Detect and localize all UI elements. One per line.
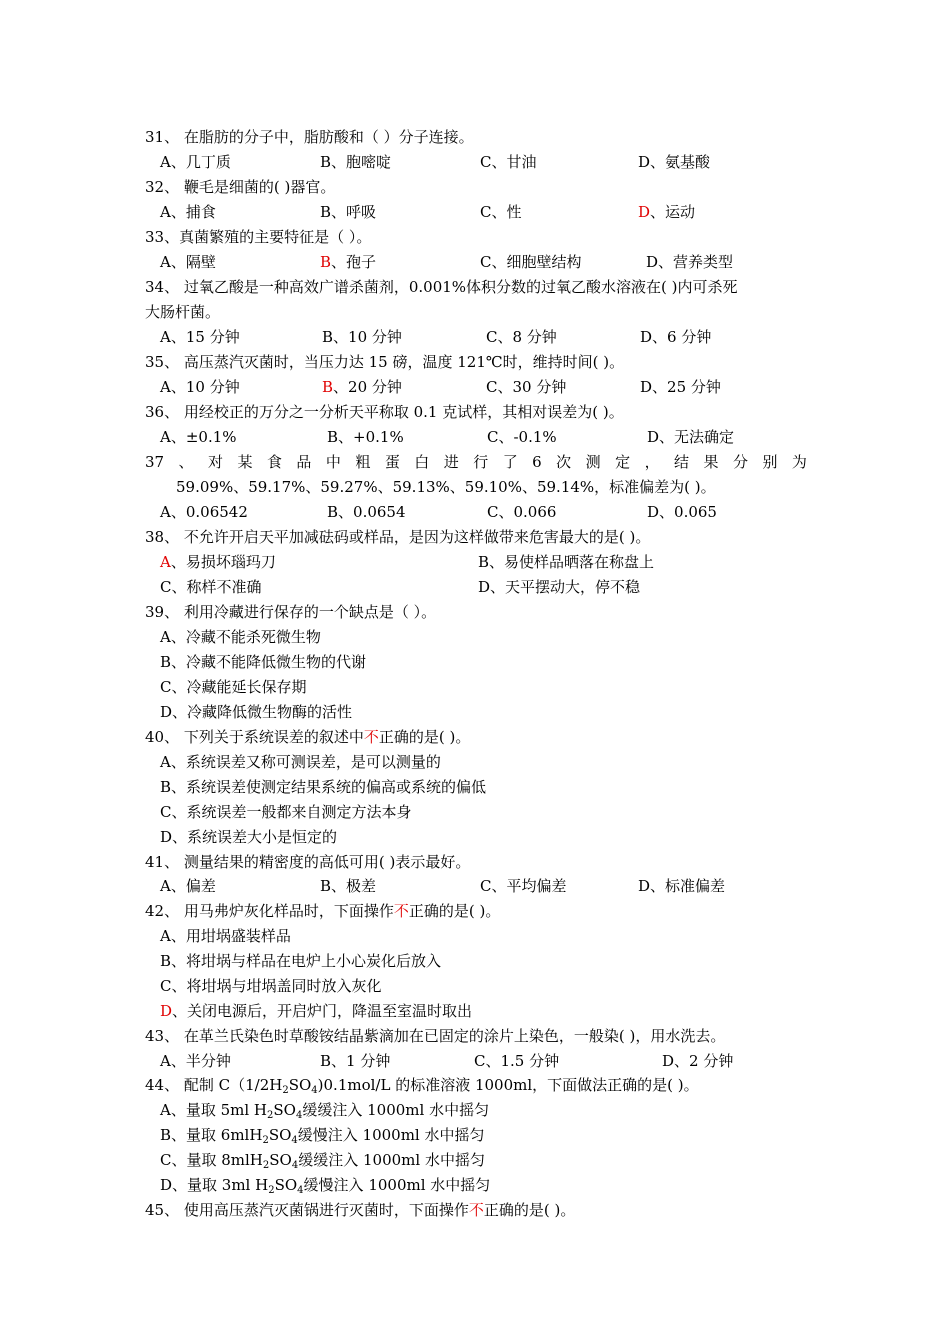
q39-option-b: B、冷藏不能降低微生物的代谢: [160, 653, 367, 671]
q31-option-d: D、氨基酸: [638, 153, 711, 171]
q40-option-d: D、系统误差大小是恒定的: [160, 828, 338, 846]
answer-mark: A: [160, 553, 171, 571]
q40-option-c: C、系统误差一般都来自测定方法本身: [160, 803, 412, 821]
q39-option-d: D、冷藏降低微生物酶的活性: [160, 703, 353, 721]
q38-option-a: A、易损坏瑙玛刀: [160, 553, 276, 571]
question-34-cont: 大肠杆菌。: [145, 303, 221, 321]
question-37-cont: 59.09%、59.17%、59.27%、59.13%、59.10%、59.14%，标准偏差为( )。: [176, 478, 716, 496]
q35-option-c: C、30 分钟: [486, 378, 567, 396]
q31-option-a: A、几丁质: [160, 153, 231, 171]
q38-option-c: C、称样不准确: [160, 578, 262, 596]
q35-option-a: A、10 分钟: [160, 378, 240, 396]
question-43: 43、 在革兰氏染色时草酸铵结晶紫滴加在已固定的涂片上染色，一般染( )，用水洗去。: [145, 1027, 726, 1045]
q35-option-b: B、20 分钟: [322, 378, 402, 396]
question-35: 35、 高压蒸汽灭菌时，当压力达 15 磅，温度 121℃时，维持时间( )。: [145, 353, 625, 371]
question-31: 31、 在脂肪的分子中，脂肪酸和（ ）分子连接。: [145, 128, 474, 146]
answer-mark: D: [638, 203, 651, 221]
negation-mark: 不: [393, 902, 409, 920]
q41-option-a: A、偏差: [160, 877, 216, 895]
q34-option-c: C、8 分钟: [486, 328, 557, 346]
question-45: 45、 使用高压蒸汽灭菌锅进行灭菌时，下面操作不正确的是( )。: [145, 1201, 576, 1219]
q42-option-d: D、关闭电源后，开启炉门，降温至室温时取出: [160, 1002, 473, 1020]
q40-option-b: B、系统误差使测定结果系统的偏高或系统的偏低: [160, 778, 487, 796]
q34-option-a: A、15 分钟: [160, 328, 240, 346]
q36-option-c: C、-0.1%: [487, 428, 557, 446]
question-40: 40、 下列关于系统误差的叙述中不正确的是( )。: [145, 728, 471, 746]
question-36: 36、 用经校正的万分之一分析天平称取 0.1 克试样，其相对误差为( )。: [145, 403, 624, 421]
q41-option-c: C、平均偏差: [480, 877, 567, 895]
answer-mark: B: [322, 378, 334, 396]
q31-option-c: C、甘油: [480, 153, 537, 171]
q42-option-c: C、将坩埚与坩埚盖同时放入灰化: [160, 977, 382, 995]
q39-option-c: C、冷藏能延长保存期: [160, 678, 307, 696]
question-38: 38、 不允许开启天平加减砝码或样品，是因为这样做带来危害最大的是( )。: [145, 528, 651, 546]
q43-option-a: A、半分钟: [160, 1052, 231, 1070]
q36-option-d: D、无法确定: [647, 428, 735, 446]
q42-option-b: B、将坩埚与样品在电炉上小心炭化后放入: [160, 952, 442, 970]
q44-option-a: A、量取 5ml $H_2SO_4$缓缓注入 1000ml 水中摇匀: [160, 1101, 490, 1121]
question-42: 42、 用马弗炉灰化样品时，下面操作不正确的是( )。: [145, 902, 501, 920]
q44-option-d: D、量取 3ml $H_2SO_4$缓慢注入 1000ml 水中摇匀: [160, 1176, 491, 1196]
q40-option-a: A、系统误差又称可测误差，是可以测量的: [160, 753, 441, 771]
q41-option-b: B、极差: [320, 877, 377, 895]
q37-option-b: B、0.0654: [327, 503, 406, 521]
q37-option-a: A、0.06542: [160, 503, 248, 521]
question-44: 44、 配制 $C(1/2H_2SO_4)0.1mol/L$ 的标准溶液 1000ml，下面做法正确的是( )。: [145, 1076, 699, 1096]
q38-option-b: B、易使样品晒落在称盘上: [478, 553, 655, 571]
q33-option-b: B、孢子: [320, 253, 377, 271]
negation-mark: 不: [363, 728, 379, 746]
question-37: 37 、 对 某 食 品 中 粗 蛋 白 进 行 了 6 次 测 定 ， 结 果 分 别 为: [145, 453, 807, 471]
q35-option-d: D、25 分钟: [640, 378, 721, 396]
q43-option-d: D、2 分钟: [662, 1052, 734, 1070]
q33-option-c: C、细胞壁结构: [480, 253, 582, 271]
q37-option-c: C、0.066: [487, 503, 557, 521]
q41-option-d: D、标准偏差: [638, 877, 726, 895]
q33-option-d: D、营养类型: [646, 253, 734, 271]
negation-mark: 不: [468, 1201, 484, 1219]
answer-mark: B: [320, 253, 332, 271]
q36-option-b: B、+0.1%: [327, 428, 404, 446]
q38-option-d: D、天平摆动大，停不稳: [478, 578, 641, 596]
q32-option-c: C、性: [480, 203, 522, 221]
q31-option-b: B、胞嘧啶: [320, 153, 392, 171]
q39-option-a: A、冷藏不能杀死微生物: [160, 628, 321, 646]
q34-option-d: D、6 分钟: [640, 328, 712, 346]
question-34: 34、 过氧乙酸是一种高效广谱杀菌剂，0.001%体积分数的过氧乙酸水溶液在( )内可杀死: [145, 278, 738, 296]
q42-option-a: A、用坩埚盛装样品: [160, 927, 291, 945]
q43-option-b: B、1 分钟: [320, 1052, 391, 1070]
q44-option-c: C、量取 $8mlH_2SO_4$缓缓注入 1000ml 水中摇匀: [160, 1151, 485, 1171]
question-32: 32、 鞭毛是细菌的( )器官。: [145, 178, 336, 196]
question-39: 39、 利用冷藏进行保存的一个缺点是（ ）。: [145, 603, 437, 621]
q43-option-c: C、1.5 分钟: [474, 1052, 560, 1070]
q37-option-d: D、0.065: [647, 503, 717, 521]
q33-option-a: A、隔壁: [160, 253, 216, 271]
q32-option-d: D、运动: [638, 203, 696, 221]
q36-option-a: A、±0.1%: [160, 428, 237, 446]
q32-option-a: A、捕食: [160, 203, 216, 221]
q44-option-b: B、量取 $6mlH_2SO_4$缓慢注入 1000ml 水中摇匀: [160, 1126, 485, 1146]
question-33: 33、真菌繁殖的主要特征是（ ）。: [145, 228, 372, 246]
q34-option-b: B、10 分钟: [322, 328, 402, 346]
question-41: 41、 测量结果的精密度的高低可用( )表示最好。: [145, 853, 471, 871]
q32-option-b: B、呼吸: [320, 203, 377, 221]
answer-mark: D: [160, 1002, 173, 1020]
